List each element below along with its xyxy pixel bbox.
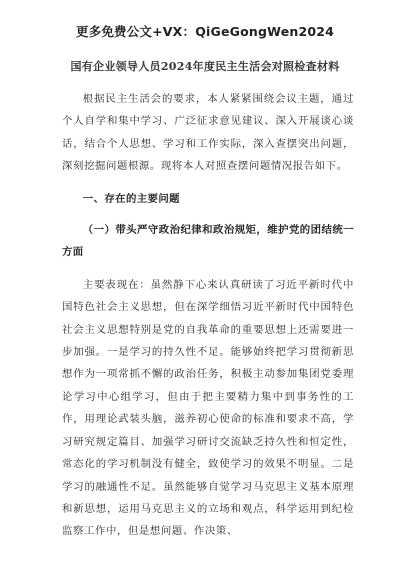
page-header: 更多免费公文+VX：QiGeGongWen2024 xyxy=(75,24,335,39)
body-paragraph: 主要表现在：虽然静下心来认真研读了习近平新时代中国特色社会主义思想，但在深学细悟习近平新时代中国特色社会主义思想特别是党的自我革命的重要思想上还需要进一步加强。一是学习的持久性不足。能够始终把学习贯彻新思想作为一项常抓不懈的政治任务，积极主动参加集团党委理论学习中心组学习，但由于把主要精力集中到事务性的工作，用理论武装头脑，滋养初心使命的标准和要求不高，学习研究规定篇目、加强学习研讨交流缺乏持久性和恒定性，常态化的学习机制没有健全，致使学习的效果不明显。二是学习的融通性不足。虽然能够自觉学习马克思主义基本原理和新思想，运用马克思主义的立场和观点，科学运用到纪检监察工作中，但是想问题、作决策、 xyxy=(62,278,354,538)
intro-paragraph: 根据民主生活会的要求，本人紧紧围绕会议主题，通过个人自学和集中学习、广泛征求意见建议、深入开展谈心谈话，结合个人思想、学习和工作实际，深入查摆突出问题，深刻挖掘问题根源。现将本人对照查摆问题情况报告如下。 xyxy=(62,93,354,173)
document-title: 国有企业领导人员2024年度民主生活会对照检查材料 xyxy=(70,60,340,73)
document-body xyxy=(62,88,354,543)
subsection-heading: （一）带头严守政治纪律和政治规矩，维护党的团结统一方面 xyxy=(62,224,354,259)
section-heading: 一、存在的主要问题 xyxy=(82,192,180,205)
